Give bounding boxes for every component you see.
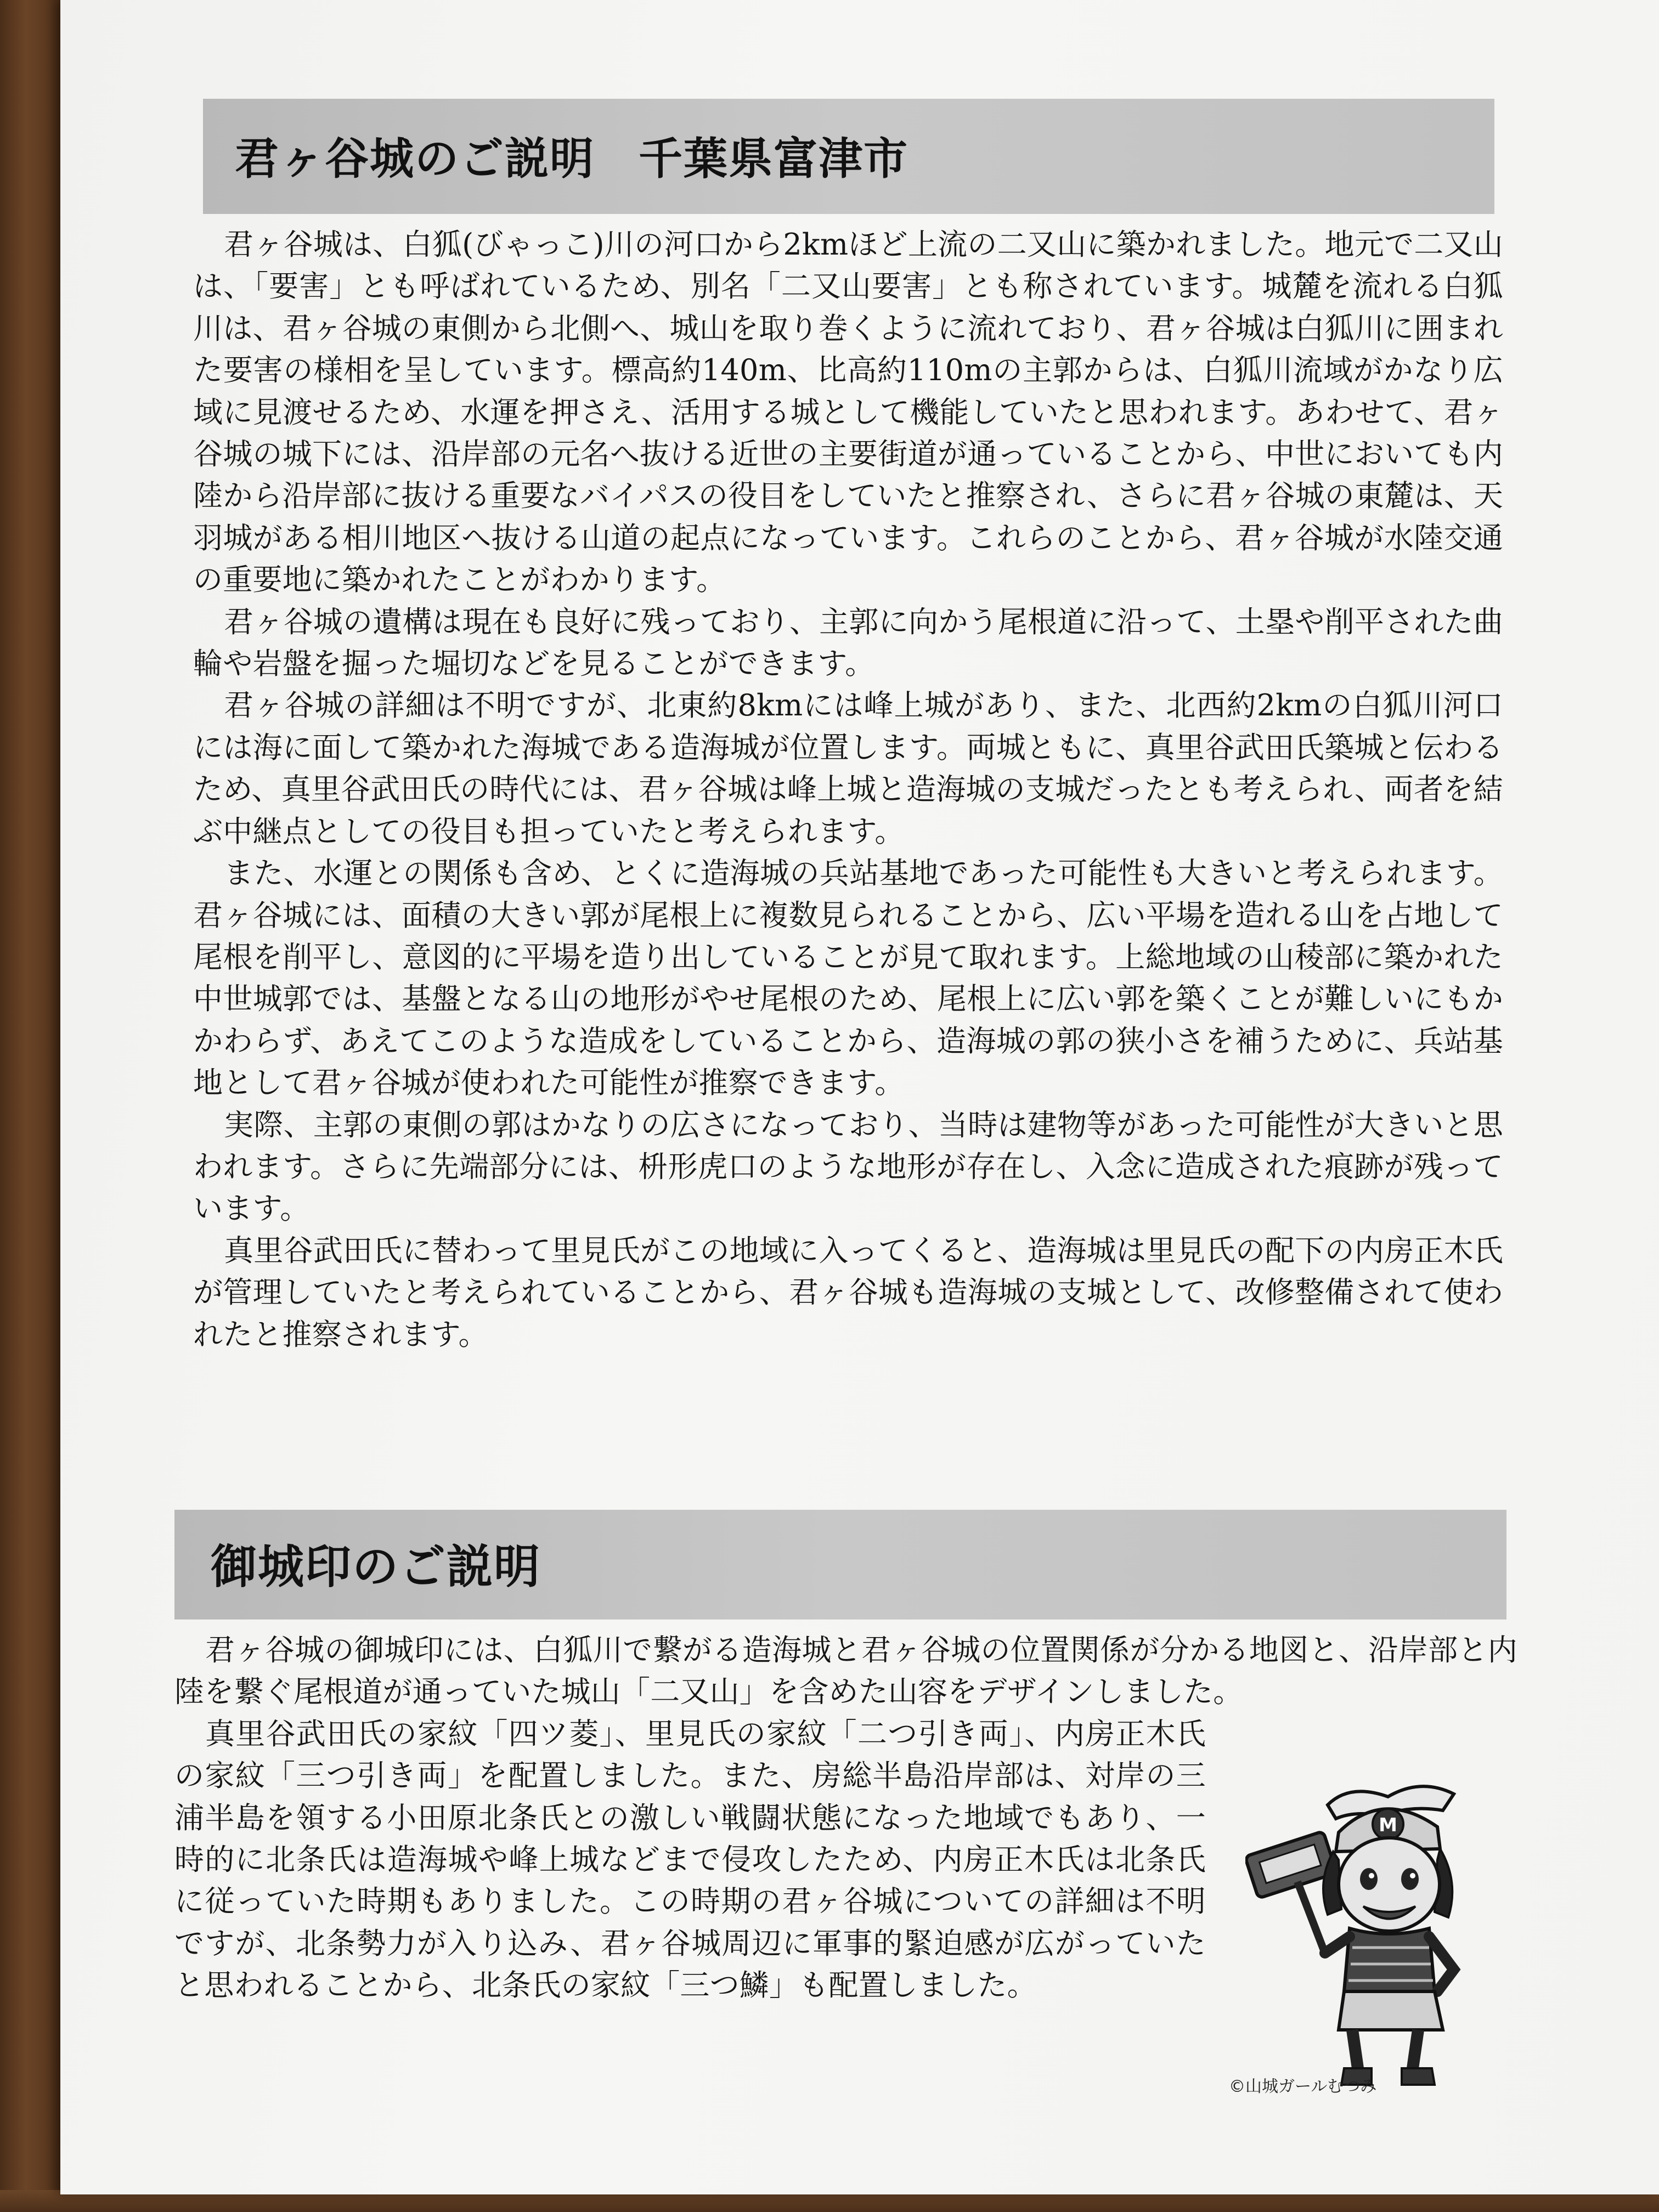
paragraph: 君ヶ谷城の遺構は現在も良好に残っており、主郭に向かう尾根道に沿って、土塁や削平された曲輪や岩盤を掘った堀切などを見ることができます。 — [193, 604, 1503, 681]
paragraph: 実際、主郭の東側の郭はかなりの広さになっており、当時は建物等があった可能性が大きいと思われます。さらに先端部分には、枡形虎口のような地形が存在し、入念に造成された痕跡が残っています。 — [193, 1107, 1503, 1226]
face — [1339, 1838, 1440, 1931]
section-title-goshuin: 御城印のご説明 — [211, 1540, 541, 1594]
body-armor — [1325, 1928, 1454, 2085]
paragraph: 君ヶ谷城の御城印には、白狐川で繋がる造海城と君ヶ谷城の位置関係が分かる地図と、沿岸部と内陸を繋ぐ尾根道が通っていた城山「二又山」を含めた山容をデザインしました。 — [174, 1633, 1517, 1709]
section-header-castle — [203, 99, 1494, 214]
mascot-illustration — [1245, 1772, 1520, 2101]
paragraph: また、水運との関係も含め、とくに造海城の兵站基地であった可能性も大きいと考えられます。君ヶ谷城には、面積の大きい郭が尾根上に複数見られることから、広い平場を造れる山を占地して尾根を削平し、意図的に平場を造り出していることが見て取れます。上総地域の山稜部に築かれた中世城郭では、基盤となる山の地形がやせ尾根のため、尾根上に広い郭を築くことが難しいにもかかわらず、あえてこのような造成をしていることから、造海城の郭の狭小さを補うために、兵站基地として君ヶ谷城が使われた可能性が推察できます。 — [193, 856, 1503, 1101]
section-title-castle — [235, 123, 909, 187]
title-location: 千葉県富津市 — [639, 133, 909, 185]
paragraph: 真里谷武田氏の家紋「四ツ菱」、里見氏の家紋「二つ引き両」、内房正木氏の家紋「三つ引き両」を配置しました。また、房総半島沿岸部は、対岸の三浦半島を領する小田原北条氏との激しい戦闘状態になった地域でもあり、一時的に北条氏は造海城や峰上城などまで侵攻したため、内房正木氏は北条氏に従っていた時期もありました。この時期の君ヶ谷城についての詳細は不明ですが、北条勢力が入り込み、君ヶ谷城周辺に軍事的緊迫感が広がっていたと思われることから、北条氏の家紋「三つ鱗」も配置しました。 — [174, 1716, 1206, 2003]
helmet-badge-letter: M — [1379, 1814, 1397, 1836]
section-header-goshuin — [174, 1510, 1506, 1620]
wooden-table-edge — [0, 0, 65, 2212]
castle-description — [193, 224, 1503, 1356]
paragraph: 真里谷武田氏に替わって里見氏がこの地域に入ってくると、造海城は里見氏の配下の内房正木氏が管理していたと考えられていることから、君ヶ谷城も造海城の支城として、改修整備されて使われたと推察されます。 — [193, 1233, 1503, 1352]
copyright-notice: ©山城ガールむつみ — [1229, 2077, 1377, 2096]
paragraph: 君ヶ谷城の詳細は不明ですが、北東約8kmには峰上城があり、また、北西約2kmの白狐川河口には海に面して築かれた海城である造海城が位置します。両城ともに、真里谷武田氏築城と伝わるため、真里谷武田氏の時代には、君ヶ谷城は峰上城と造海城の支城だったとも考えられ、両者を結ぶ中継点としての役目も担っていたと考えられます。 — [193, 688, 1503, 849]
paragraph: 君ヶ谷城は、白狐(びゃっこ)川の河口から2kmほど上流の二又山に築かれました。地元で二又山は、「要害」とも呼ばれているため、別名「二又山要害」とも称されています。城麓を流れる白狐川は、君ヶ谷城の東側から北側へ、城山を取り巻くように流れており、君ヶ谷城は白狐川に囲まれた要害の様相を呈しています。標高約140m、比高約110mの主郭からは、白狐川流域がかなり広域に見渡せるため、水運を押さえ、活用する城として機能していたと思われます。あわせて、君ヶ谷城の城下には、沿岸部の元名へ抜ける近世の主要街道が通っていることから、中世においても内陸から沿岸部に抜ける重要なバイパスの役目をしていたと推察され、さらに君ヶ谷城の東麓は、天羽城がある相川地区へ抜ける山道の起点になっています。これらのことから、君ヶ谷城が水陸交通の重要地に築かれたことがわかります。 — [193, 227, 1503, 597]
title-main: 君ヶ谷城のご説明 — [235, 133, 595, 185]
